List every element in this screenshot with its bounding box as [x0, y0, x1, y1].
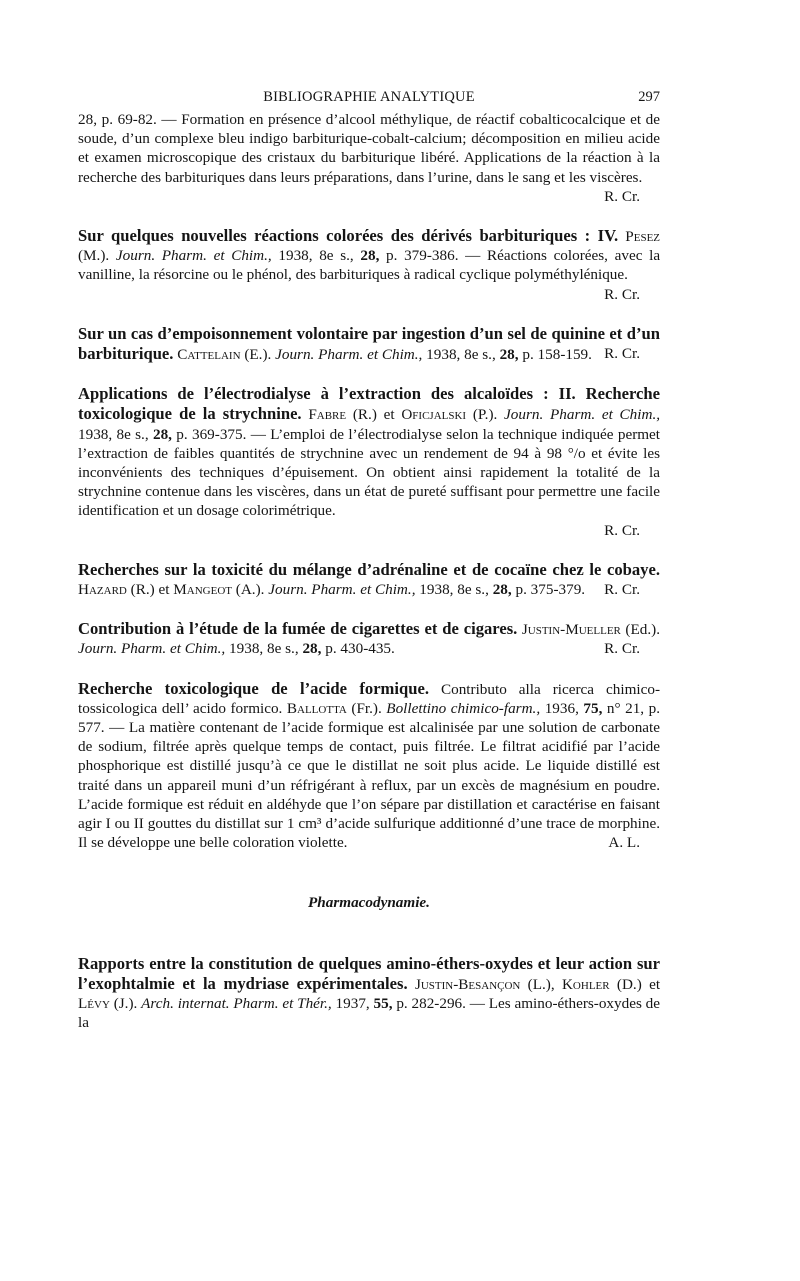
author-name: Mangeot — [173, 581, 232, 599]
author-name: Justin-Besançon — [414, 975, 521, 993]
entry-title: Recherches sur la toxicité du mélange d’adrénaline et de cocaïne chez le cobaye. — [78, 559, 660, 579]
abstract-entry — [78, 226, 660, 304]
author-conjunction: et — [383, 406, 395, 424]
page-header — [78, 88, 660, 110]
author-initial: (P.). — [472, 406, 498, 424]
author-name: Pesez — [625, 228, 661, 246]
journal-name: Journ. Pharm. et Chim., — [504, 406, 661, 424]
author-initial: (Ed.). — [625, 621, 661, 639]
citation-volume: 75, — [583, 699, 603, 717]
citation-year: 1938, 8e s., — [426, 346, 496, 364]
citation-pages: p. 369-375. — [176, 425, 247, 443]
page-number: 297 — [638, 89, 660, 105]
author-name: Justin-Mueller — [521, 621, 621, 639]
abstract-entry — [78, 110, 660, 206]
citation-pages: p. 158-159. — [522, 346, 592, 364]
journal-name: Bollettino chimico-farm., — [386, 699, 541, 717]
citation-volume: 55, — [373, 995, 393, 1013]
signature: R. Cr. — [604, 345, 640, 363]
citation-pages: p. 282-296. — [396, 995, 466, 1013]
author-initial: (E.). — [244, 346, 272, 364]
citation-volume: 28, — [152, 425, 172, 443]
citation-volume: 28, — [360, 247, 380, 265]
signature: R. Cr. — [604, 581, 640, 599]
running-title: BIBLIOGRAPHIE ANALYTIQUE — [263, 89, 475, 105]
author-initial: (Fr.). — [351, 699, 382, 717]
citation-year: 1938, 8e s., — [278, 247, 354, 265]
citation-year: 1938, 8e s., — [229, 640, 299, 658]
author-initial: (R.) — [130, 581, 155, 599]
author-initial: (A.). — [235, 581, 265, 599]
citation-pages: p. 375-379. — [515, 581, 586, 599]
citation-volume: 28, — [302, 640, 322, 658]
citation-year: 1938, 8e s., — [78, 425, 149, 443]
author-name: Kohler — [561, 975, 610, 993]
author-name: Ballotta — [286, 699, 347, 717]
section-heading: Pharmacodynamie. — [308, 893, 430, 911]
entry-title: Contribution à l’étude de la fumée de cigarettes et de cigares. — [78, 619, 518, 639]
abstract-entry — [78, 619, 660, 658]
author-name: Hazard — [78, 581, 127, 599]
abstract-text: — L’emploi de l’électrodialyse selon la technique indiquée permet l’extraction de faibles quantités de strychnine avec un rendement de 94 à 98 °/o et évite les inconvénients des techniques d’épuisement. On obtient ainsi rapidement la totalité de la strychnine contenue dans les viscères, dans un état de pureté suffisant pour permettre une facile identification et un dosage colorimétrique. — [78, 425, 661, 520]
citation-year: 1936, — [544, 699, 579, 717]
signature: R. Cr. — [604, 285, 640, 303]
citation-year: 1938, 8e s., — [419, 581, 489, 599]
abstract-entry — [78, 324, 660, 364]
signature: R. Cr. — [604, 187, 640, 205]
author-initial: (M.). — [78, 247, 110, 265]
signature: R. Cr. — [604, 640, 640, 658]
entry-title: Rapports entre la constitution de quelques amino-éthers-oxydes et leur action sur l’exophtalmie et la mydriase expérimentales. — [78, 953, 660, 993]
journal-name: Arch. internat. Pharm. et Thér., — [141, 995, 332, 1013]
author-name: Lévy — [78, 995, 110, 1013]
abstract-text: 28, p. 69-82. — Formation en présence d’alcool méthylique, de réactif cobalticocalcique et de soude, d’un complexe bleu indigo barbiturique-cobalt-calcium; décomposition en milieu acide et examen microscopique des cristaux du barbiturique libéré. Applications de la réaction à la recherche des barbituriques dans leurs préparations, dans l’urine, dans le sang et les viscères. — [78, 111, 660, 186]
author-name: Fabre — [308, 406, 347, 424]
signature: R. Cr. — [604, 521, 640, 539]
abstract-text: — Réactions colorées, avec la vanilline, la résorcine ou le phénol, des barbituriques à radical cyclique polyméthylénique. — [78, 247, 661, 284]
author-initial: (D.) — [616, 975, 642, 993]
original-title: Contributo alla ricerca chimico-tossicologica dell’ acido formico. — [78, 680, 661, 717]
entry-title: Sur quelques nouvelles réactions colorées des dérivés barbituriques : IV. — [78, 226, 619, 246]
author-conjunction: et — [158, 581, 170, 599]
journal-page — [78, 88, 660, 1053]
citation-volume: 28, — [499, 346, 519, 364]
abstract-entry — [78, 384, 660, 540]
signature: A. L. — [608, 834, 640, 852]
citation-year: 1937, — [335, 995, 370, 1013]
journal-name: Journ. Pharm. et Chim., — [268, 581, 416, 599]
author-name: Cattelain — [177, 346, 241, 364]
citation-volume: 28, — [492, 581, 512, 599]
journal-name: Journ. Pharm. et Chim., — [275, 346, 423, 364]
citation-pages: p. 430-435. — [325, 640, 395, 658]
entry-title: Recherche toxicologique de l’acide formique. — [78, 678, 429, 698]
author-conjunction: et — [649, 975, 661, 993]
author-initial: (R.) — [352, 406, 377, 424]
abstract-text: — Les amino-éthers-oxydes de la — [78, 995, 661, 1032]
author-initial: (L.), — [527, 975, 555, 993]
entry-title: Applications de l’électrodialyse à l’extraction des alcaloïdes : II. Recherche toxicologique de la strychnine. — [78, 384, 660, 424]
journal-name: Journ. Pharm. et Chim., — [115, 247, 272, 265]
author-initial: (J.). — [113, 995, 138, 1013]
abstract-entry — [78, 954, 660, 1033]
abstract-entry — [78, 679, 660, 853]
entry-title: Sur un cas d’empoisonnement volontaire par ingestion d’un sel de quinine et d’un barbiturique. — [78, 323, 660, 364]
journal-name: Journ. Pharm. et Chim., — [78, 640, 226, 658]
abstract-text: — La matière contenant de l’acide formique est alcalinisée par une solution de carbonate de sodium, filtrée après quelque temps de contact, puis filtrée. Le filtrat acidifié par l’acide phosphorique est distillé jusqu’à ce que le distillat ne soit plus acide. Le liquide distillé est traité dans un appareil muni d’un réfrigérant à reflux, par un excès de magnésium en poudre. L’acide formique est réduit en aldéhyde que l’on sépare par distillation et caractérise en faisant agir I ou II gouttes du distillat sur 1 cm³ d’acide sulfurique additionné d’une trace de morphine. Il se développe une belle coloration violette. — [78, 719, 660, 852]
citation-pages: n° 21, p. 577. — [78, 699, 661, 737]
abstract-entry — [78, 560, 660, 599]
author-name: Oficjalski — [401, 406, 467, 424]
citation-pages: p. 379-386. — [386, 247, 459, 265]
